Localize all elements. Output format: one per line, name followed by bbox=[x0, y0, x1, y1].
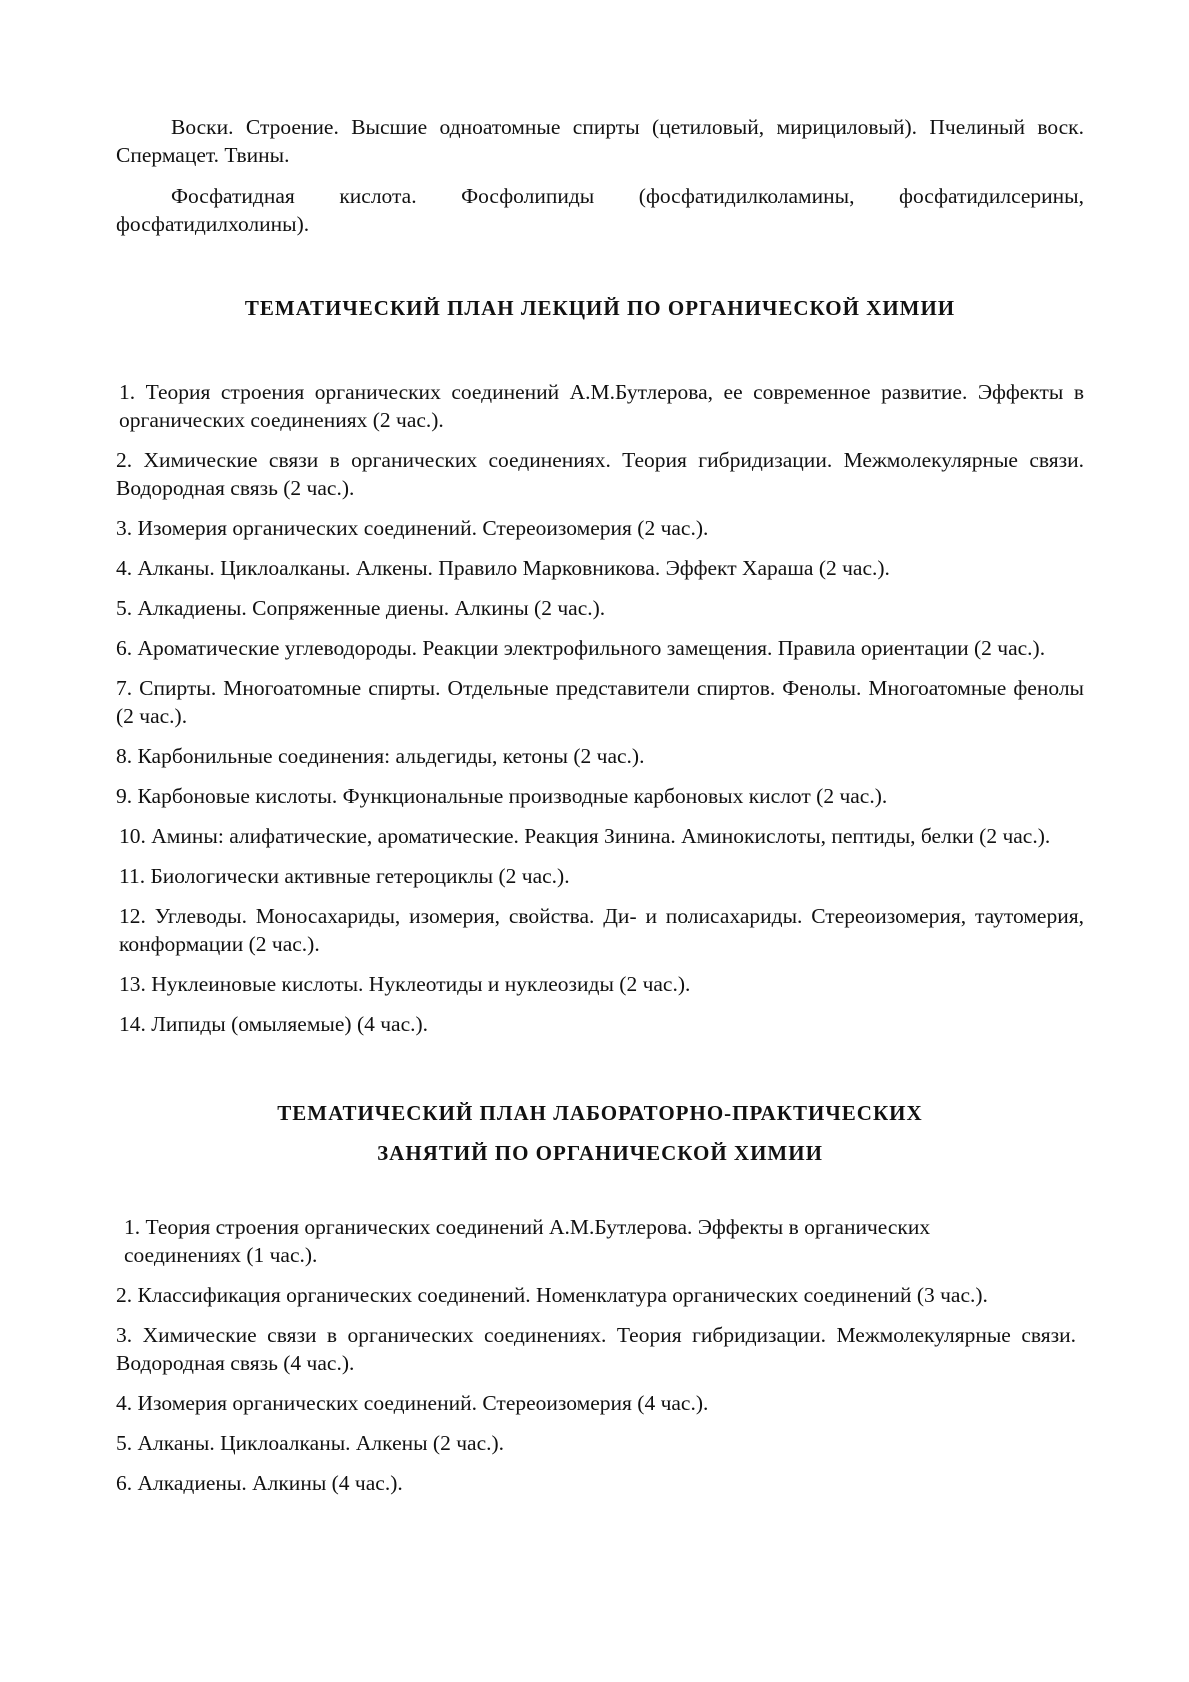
lecture-item: 11. Биологически активные гетероциклы (2 час.). bbox=[119, 864, 570, 888]
lecture-item: 14. Липиды (омыляемые) (4 час.). bbox=[119, 1012, 429, 1036]
intro-paragraph: Фосфатидная кислота. Фосфолипиды (фосфатидилколамины, фосфатидилсерины, фосфатидилхолины). bbox=[116, 184, 1084, 236]
lecture-item: 10. Амины: алифатические, ароматические. Реакция Зинина. Аминокислоты, пептиды, белки (2 час.). bbox=[119, 824, 1051, 848]
lab-item: 1. Теория строения органических соединений А.М.Бутлерова. Эффекты в органических соединениях (1 час.). bbox=[124, 1215, 931, 1267]
lectures-heading: ТЕМАТИЧЕСКИЙ ПЛАН ЛЕКЦИЙ ПО ОРГАНИЧЕСКОЙ ХИМИИ bbox=[244, 296, 956, 320]
lecture-item: 6. Ароматические углеводороды. Реакции электрофильного замещения. Правила ориентации (2 час.). bbox=[116, 636, 1046, 660]
lecture-item: 2. Химические связи в органических соединениях. Теория гибридизации. Межмолекулярные связи. Водородная связь (2 час.). bbox=[116, 448, 1084, 500]
labs-heading bbox=[116, 1093, 1084, 1173]
labs-heading-line: ЗАНЯТИЙ ПО ОРГАНИЧЕСКОЙ ХИМИИ bbox=[377, 1141, 823, 1165]
lecture-item: 5. Алкадиены. Сопряженные диены. Алкины (2 час.). bbox=[116, 596, 606, 620]
lab-item: 5. Алканы. Циклоалканы. Алкены (2 час.). bbox=[116, 1431, 505, 1455]
lab-item: 2. Классификация органических соединений. Номенклатура органических соединений (3 час.). bbox=[116, 1283, 988, 1307]
lab-item: 3. Химические связи в органических соединениях. Теория гибридизации. Межмолекулярные связи. Водородная связь (4 час.). bbox=[116, 1323, 1076, 1375]
lecture-item: 4. Алканы. Циклоалканы. Алкены. Правило Марковникова. Эффект Хараша (2 час.). bbox=[116, 556, 890, 580]
lecture-item: 3. Изомерия органических соединений. Стереоизомерия (2 час.). bbox=[116, 516, 709, 540]
lecture-item: 12. Углеводы. Моносахариды, изомерия, свойства. Ди- и полисахариды. Стереоизомерия, таутомерия, конформации (2 час.). bbox=[119, 904, 1084, 956]
lecture-item: 7. Спирты. Многоатомные спирты. Отдельные представители спиртов. Фенолы. Многоатомные фенолы (2 час.). bbox=[116, 676, 1084, 728]
labs-heading-line: ТЕМАТИЧЕСКИЙ ПЛАН ЛАБОРАТОРНО-ПРАКТИЧЕСКИХ bbox=[277, 1101, 923, 1125]
lab-item: 6. Алкадиены. Алкины (4 час.). bbox=[116, 1471, 403, 1495]
lectures-list bbox=[116, 378, 1084, 1038]
lecture-item: 13. Нуклеиновые кислоты. Нуклеотиды и нуклеозиды (2 час.). bbox=[119, 972, 691, 996]
lab-item: 4. Изомерия органических соединений. Стереоизомерия (4 час.). bbox=[116, 1391, 709, 1415]
labs-list bbox=[116, 1213, 1084, 1497]
lecture-item: 1. Теория строения органических соединений А.М.Бутлерова, ее современное развитие. Эффекты в органических соединениях (2 час.). bbox=[119, 380, 1084, 432]
document-page bbox=[116, 113, 1084, 1509]
lecture-item: 9. Карбоновые кислоты. Функциональные производные карбоновых кислот (2 час.). bbox=[116, 784, 888, 808]
lecture-item: 8. Карбонильные соединения: альдегиды, кетоны (2 час.). bbox=[116, 744, 645, 768]
intro-paragraph: Воски. Строение. Высшие одноатомные спирты (цетиловый, мирициловый). Пчелиный воск. Спермацет. Твины. bbox=[116, 115, 1084, 167]
